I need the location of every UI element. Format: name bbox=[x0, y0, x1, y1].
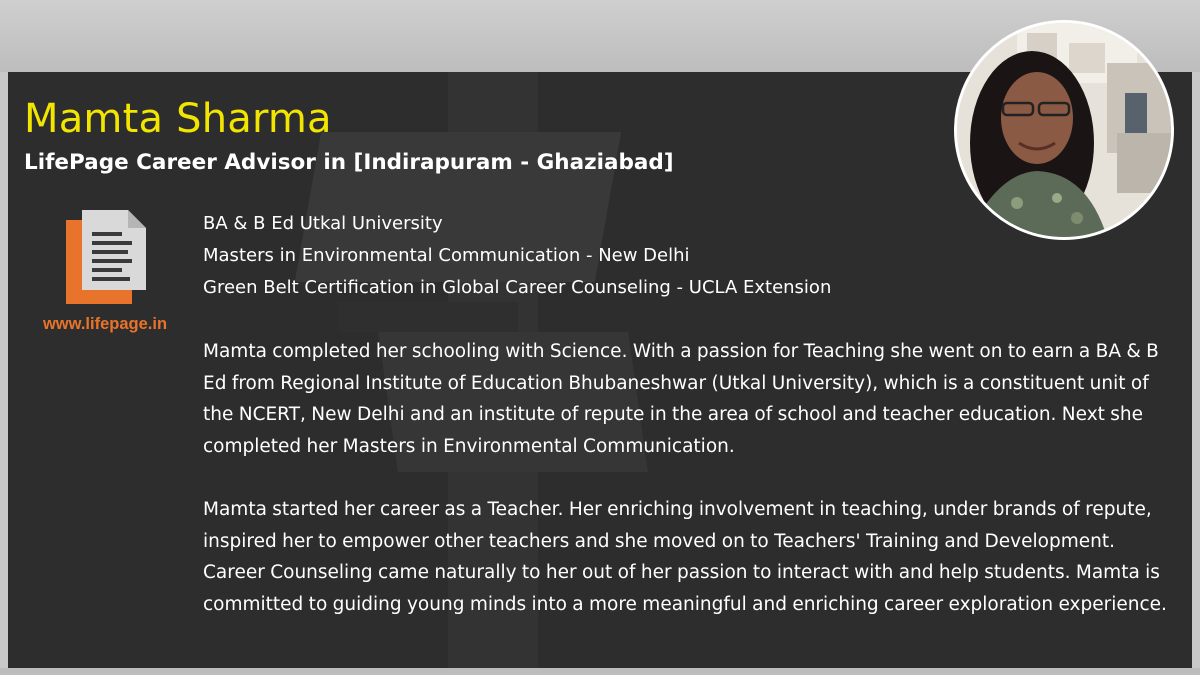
bio-paragraph: Mamta started her career as a Teacher. Her enriching involvement in teaching, under brands of repute, inspired her to empower other teachers and she moved on to Teachers' Training and Development. Career Counseling came naturally to her out of her passion to interact with and help students. Mamta is committed to guiding young minds into a more meaningful and enriching career exploration experience. bbox=[203, 499, 1167, 615]
site-url-link[interactable]: www.lifepage.in bbox=[42, 315, 168, 333]
advisor-name: Mamta Sharma bbox=[24, 96, 332, 142]
advisor-title: LifePage Career Advisor in [Indirapuram - Ghaziabad] bbox=[24, 150, 674, 175]
document-icon bbox=[66, 210, 150, 306]
qualifications-list bbox=[203, 208, 831, 304]
bio-paragraph: Mamta completed her schooling with Science. With a passion for Teaching she went on to earn a BA & B Ed from Regional Institute of Education Bhubaneshwar (Utkal University), which is a constituent unit of the NCERT, New Delhi and an institute of repute in the area of school and teacher education. Next she completed her Masters in Environmental Communication. bbox=[203, 341, 1159, 457]
qualification-item: Green Belt Certification in Global Career Counseling - UCLA Extension bbox=[203, 277, 832, 298]
person-photo-icon bbox=[957, 23, 1171, 237]
avatar bbox=[954, 20, 1174, 240]
bottom-background bbox=[0, 668, 1200, 675]
qualification-item: BA & B Ed Utkal University bbox=[203, 213, 443, 234]
signpost-glyph-decoration bbox=[338, 302, 518, 332]
qualification-item: Masters in Environmental Communication - New Delhi bbox=[203, 245, 690, 266]
